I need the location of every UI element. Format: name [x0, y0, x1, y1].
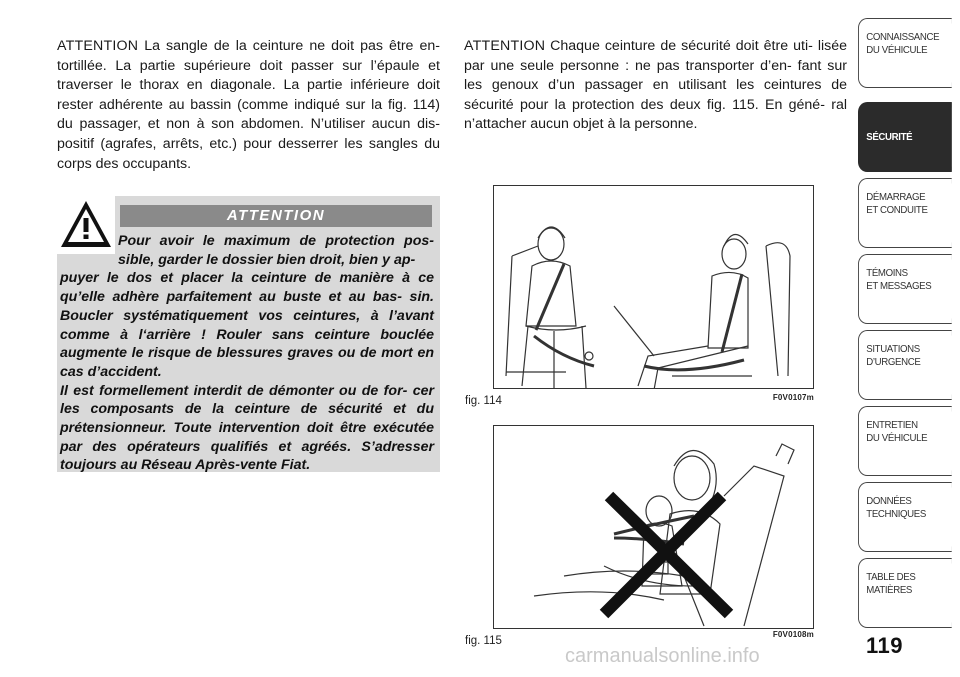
figure-115-label: fig. 115 — [465, 635, 502, 647]
tab-entretien-du-vehicule[interactable]: ENTRETIEN DU VÉHICULE — [858, 406, 952, 476]
attention-keyword: ATTENTION — [464, 38, 546, 54]
figure-114-code: F0V0107m — [772, 393, 814, 402]
tab-situations-d-urgence[interactable]: SITUATIONS D’URGENCE — [858, 330, 952, 400]
warning-first-lines: Pour avoir le maximum de protection pos- sible, garder le dossier bien droit, bien y ap- — [118, 233, 434, 268]
tab-temoins-et-messages[interactable]: TÉMOINS ET MESSAGES — [858, 254, 952, 324]
watermark: carmanualsonline.info — [565, 645, 760, 667]
tab-donnees-techniques[interactable]: DONNÉES TECHNIQUES — [858, 482, 952, 552]
warning-header: ATTENTION — [120, 205, 432, 227]
tab-connaissance-du-vehicule[interactable]: CONNAISSANCE DU VÉHICULE — [858, 18, 952, 88]
right-paragraph-text: Chaque ceinture de sécurité doit être uti- lisée par une seule personne : ne pas transporter d’en- fant sur les genoux d’un passager en utilisant les ceintures de sécurité pour la protection des deux fig. 115. En géné- ral n’attacher aucun objet à la personne. — [464, 38, 847, 133]
figure-114-label: fig. 114 — [465, 395, 502, 407]
figure-115-code: F0V0108m — [772, 630, 814, 639]
tab-securite[interactable]: SÉCURITÉ — [858, 102, 952, 172]
figure-115-illustration — [493, 425, 814, 629]
warning-text — [60, 232, 434, 475]
warning-rest-1: puyer le dos et placer la ceinture de manière à ce qu’elle adhère parfaitement au buste et au bas- sin. Boucler systématiquement vos ceintures, à l’avant comme à l‘arrière ! Rouler sans ceinture bouclée augmente le risque de blessures graves ou de mort en cas d’accident. — [60, 270, 434, 380]
right-paragraph — [464, 37, 847, 135]
left-paragraph — [57, 37, 440, 174]
tab-table-des-matieres[interactable]: TABLE DES MATIÈRES — [858, 558, 952, 628]
attention-keyword: ATTENTION — [57, 38, 139, 54]
tab-demarrage-et-conduite[interactable]: DÉMARRAGE ET CONDUITE — [858, 178, 952, 248]
page-number: 119 — [866, 633, 903, 658]
warning-rest-2: Il est formellement interdit de démonter ou de for- cer les composants de la ceinture de sécurité et du prétensionneur. Toute intervention doit être exécutée par des opérateurs qualifiés et agréés. S’adresser toujours au Réseau Après-vente Fiat. — [60, 382, 434, 474]
left-paragraph-text: La sangle de la ceinture ne doit pas être en- tortillée. La partie supérieure doit passer sur l’épaule et traverser le thorax en diagonale. La partie inférieure doit rester adhérente au bassin (comme indiqué sur la fig. 114) du passager, et non à son abdomen. N’utiliser aucun dis- positif (agrafes, arrêts, etc.) pour desserrer les sangles du corps des occupants. — [57, 38, 440, 172]
figure-114-illustration — [493, 185, 814, 389]
